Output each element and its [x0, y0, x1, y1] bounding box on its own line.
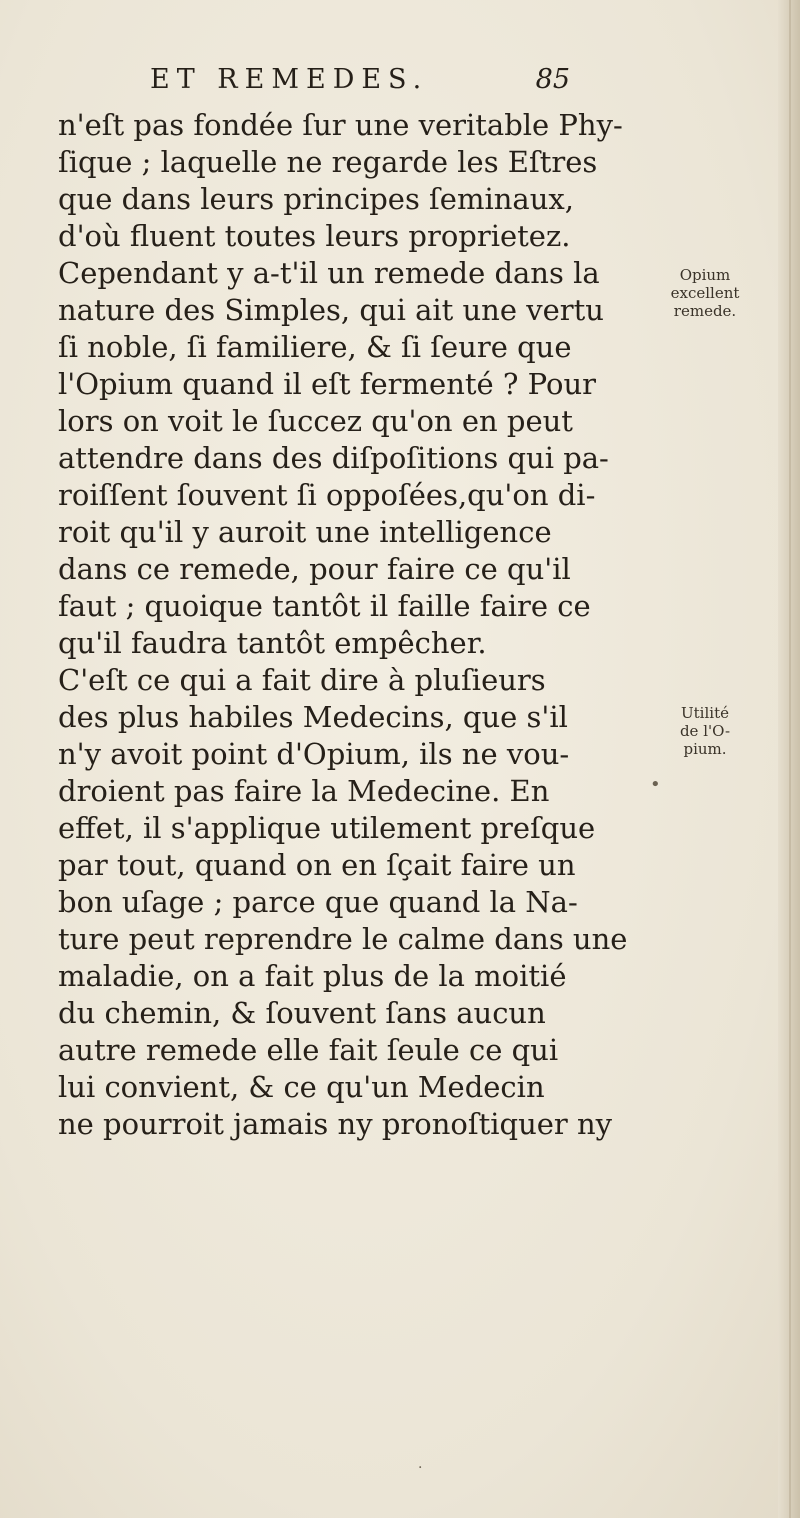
text-line: ſi noble, ſi familiere, & ſi ſeure que [58, 330, 572, 364]
text-line: maladie, on a fait plus de la moitié [58, 959, 567, 993]
text-line: droient pas faire la Medecine. En [58, 774, 550, 808]
text-line: qu'il faudra tantôt empêcher. [58, 626, 487, 660]
margin-note-utilite [662, 704, 748, 758]
page-edge-line [789, 0, 791, 1518]
margin-note-line: pium. [683, 740, 727, 758]
margin-note-line: excellent [670, 284, 740, 302]
text-line: que dans leurs principes ſeminaux, [58, 182, 574, 216]
body-text [58, 107, 658, 1143]
ink-speck: • [650, 774, 661, 795]
margin-note-line: remede. [673, 302, 737, 320]
text-line: roiſſent ſouvent ſi oppoſées,qu'on di- [58, 478, 596, 512]
text-line: d'où fluent toutes leurs proprietez. [58, 219, 571, 253]
text-line: dans ce remede, pour faire ce qu'il [58, 552, 571, 586]
margin-note-line: de l'O- [679, 722, 731, 740]
text-line: nature des Simples, qui ait une vertu [58, 293, 604, 327]
text-line: faut ; quoique tantôt il faille faire ce [58, 589, 591, 623]
text-line: des plus habiles Medecins, que s'il [58, 700, 568, 734]
text-line: du chemin, & ſouvent ſans aucun [58, 996, 546, 1030]
text-line: Cependant y a-t'il un remede dans la [58, 256, 600, 290]
text-line: bon uſage ; parce que quand la Na- [58, 885, 578, 919]
text-line: lors on voit le ſuccez qu'on en peut [58, 404, 573, 438]
text-line: l'Opium quand il eſt fermenté ? Pour [58, 367, 597, 401]
header-title: ET REMEDES. [150, 64, 429, 95]
page-number: 85 [535, 64, 570, 95]
text-line: ture peut reprendre le calme dans une [58, 922, 628, 956]
text-line: n'eſt pas fondée ſur une veritable Phy- [58, 108, 623, 142]
text-line: n'y avoit point d'Opium, ils ne vou- [58, 737, 570, 771]
text-line: par tout, quand on en ſçait faire un [58, 848, 576, 882]
margin-note-line: Utilité [681, 704, 729, 722]
text-line: lui convient, & ce qu'un Medecin [58, 1070, 545, 1104]
margin-note-opium [662, 266, 748, 320]
text-line: autre remede elle fait ſeule ce qui [58, 1033, 559, 1067]
text-line: roit qu'il y auroit une intelligence [58, 515, 552, 549]
ink-speck: · [418, 1460, 423, 1476]
text-line: effet, il s'applique utilement preſque [58, 811, 596, 845]
text-line: ſique ; laquelle ne regarde les Eſtres [58, 145, 598, 179]
text-line: C'eſt ce qui a fait dire à pluſieurs [58, 663, 546, 697]
text-line: ne pourroit jamais ny pronoſtiquer ny [58, 1107, 613, 1141]
running-header [150, 64, 570, 108]
text-line: attendre dans des diſpoſitions qui pa- [58, 441, 609, 475]
margin-note-line: Opium [679, 266, 731, 284]
